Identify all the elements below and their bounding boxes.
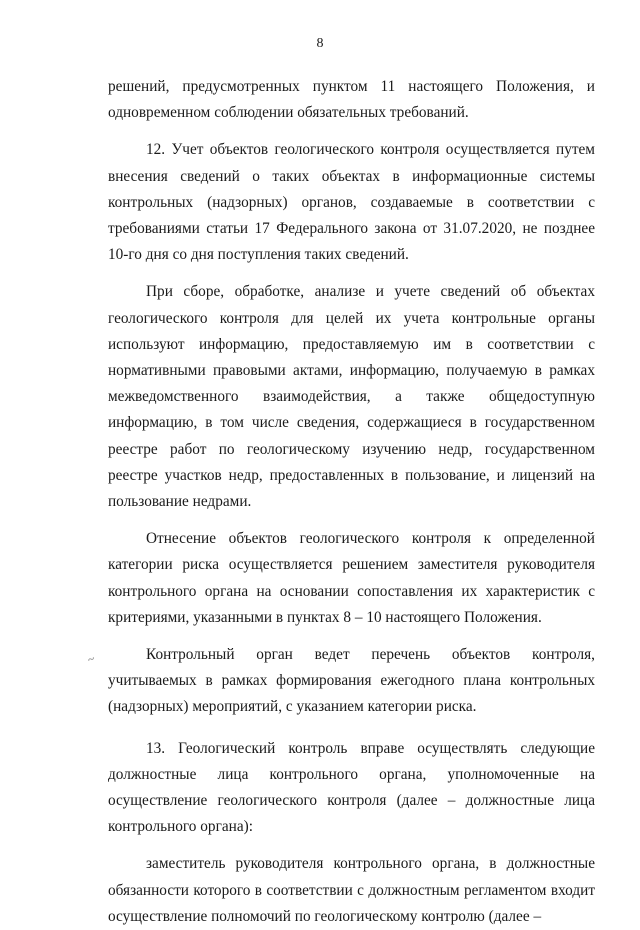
- paragraph-continuation: решений, предусмотренных пунктом 11 настоящего Положения, и одновременном соблюдении обязательных требований.: [108, 78, 595, 122]
- margin-mark: ~: [85, 651, 97, 667]
- paragraph-item-13: 13. Геологический контроль вправе осуществлять следующие должностные лица контрольного органа, уполномоченные на осуществление геологического контроля (далее – должностные лица контрольного органа):: [108, 739, 595, 836]
- paragraph-risk-category: Отнесение объектов геологического контроля к определенной категории риска осуществляется решением заместителя руководителя контрольного органа на основании сопоставления их характеристик с критериями, указанными в пунктах 8 – 10 настоящего Положения.: [108, 530, 595, 626]
- paragraph-data-collection: При сборе, обработке, анализе и учете сведений об объектах геологического контроля для целей их учета контрольные органы используют информацию, предоставляемую им в соответствии с нормативными правовыми актами, информацию, получаемую в рамках межведомственного взаимодействия, а также общедоступную информацию, в том числе сведения, содержащиеся в государственном реестре работ по геологическому изучению недр, государственном реестре участков недр, предоставленных в пользование, и лицензий на пользование недрами.: [108, 283, 595, 511]
- document-body: [108, 74, 595, 930]
- paragraph-deputy-head: заместитель руководителя контрольного органа, в должностные обязанности которого в соответствии с должностным регламентом входит осуществление полномочий по геологическому контролю (далее –: [108, 855, 595, 925]
- paragraph-item-12: 12. Учет объектов геологического контроля осуществляется путем внесения сведений о таких объектах в информационные системы контрольных (надзорных) органов, создаваемые в соответствии с требованиями статьи 17 Федерального закона от 31.07.2020, не позднее 10-го дня со дня поступления таких сведений.: [108, 141, 595, 264]
- paragraph-objects-list: Контрольный орган ведет перечень объектов контроля, учитываемых в рамках формирования ежегодного плана контрольных (надзорных) мероприятий, с указанием категории риска.: [108, 646, 595, 716]
- page-number: 8: [316, 36, 324, 51]
